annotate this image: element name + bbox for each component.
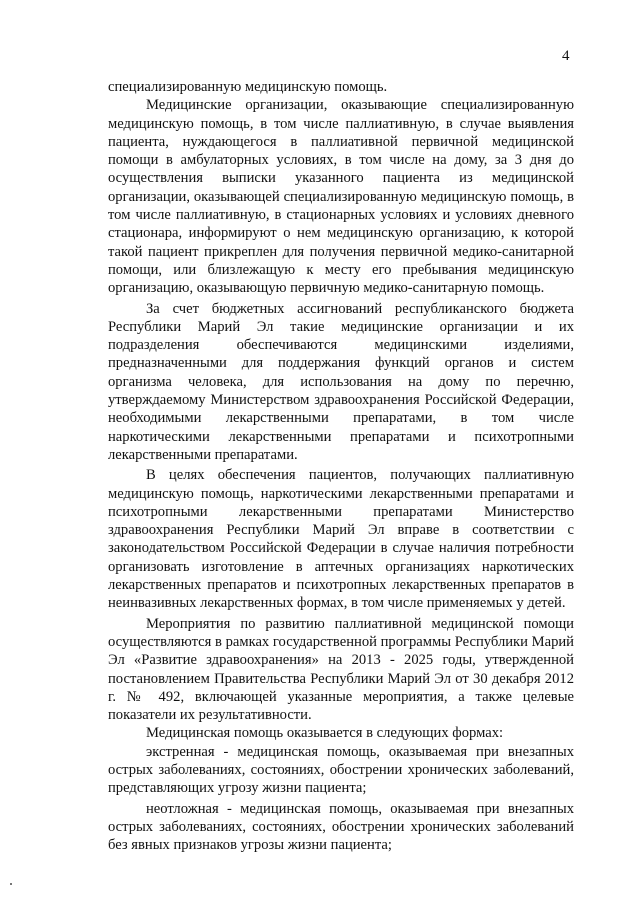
paragraph-specialized-care-notification: Медицинские организации, оказывающие специализированную медицинскую помощь, в том числе паллиативную, в случае выявления пациента, нуждающегося в паллиативной первичной медицинской помощи в амбулаторных условиях, в том числе на дому, за 3 дня до осуществления выписки указанного пациента из медицинской организации, оказывающей специализированную медицинскую помощь, в том числе паллиативную, в стационарных условиях и условиях дневного стационара, информируют о нем медицинскую организацию, к которой такой пациент прикреплен для получения первичной медико-санитарной помощи, или близлежащую к месту его пребывания медицинскую организацию, оказывающую первичную медико-санитарную помощь. — [108, 97, 574, 297]
document-body — [108, 78, 574, 854]
paragraph-budget-funding: За счет бюджетных ассигнований республиканского бюджета Республики Марий Эл такие медицинские организации и их подразделения обеспечиваются медицинскими изделиями, предназначенными для поддержания функций органов и систем организма человека, для использования на дому по перечню, утверждаемому Министерством здравоохранения Российской Федерации, необходимыми лекарственными препаратами, в том числе наркотическими лекарственными препаратами и психотропными лекарственными препаратами. — [108, 300, 574, 463]
paragraph-continuation: специализированную медицинскую помощь. — [108, 79, 388, 95]
paragraph-emergency-care: экстренная - медицинская помощь, оказываемая при внезапных острых заболеваниях, состояниях, обострении хронических заболеваний, представляющих угрозу жизни пациента; — [108, 743, 574, 797]
paragraph-care-forms-intro: Медицинская помощь оказывается в следующих формах: — [146, 725, 504, 742]
paragraph-state-program: Мероприятия по развитию паллиативной медицинской помощи осуществляются в рамках государственной программы Республики Марий Эл «Развитие здравоохранения» на 2013 - 2025 годы, утвержденной постановлением Правительства Республики Марий Эл от 30 декабря 2012 г. № 492, включающей указанные мероприятия, а также целевые показатели их результативности. — [108, 615, 574, 724]
scan-speck — [10, 883, 12, 885]
paragraph-urgent-care: неотложная - медицинская помощь, оказываемая при внезапных острых заболеваниях, состояниях, обострении хронических заболеваний без явных признаков угрозы жизни пациента; — [108, 800, 574, 854]
page-number: 4 — [562, 48, 570, 64]
paragraph-narcotic-drugs: В целях обеспечения пациентов, получающих паллиативную медицинскую помощь, наркотическими лекарственными препаратами и психотропными лекарственными препаратами Министерство здравоохранения Республики Марий Эл вправе в соответствии с законодательством Российской Федерации в случае наличия потребности организовать изготовление в аптечных организациях наркотических лекарственных препаратов и психотропных лекарственных препаратов в неинвазивных лекарственных формах, в том числе применяемых у детей. — [108, 467, 574, 612]
